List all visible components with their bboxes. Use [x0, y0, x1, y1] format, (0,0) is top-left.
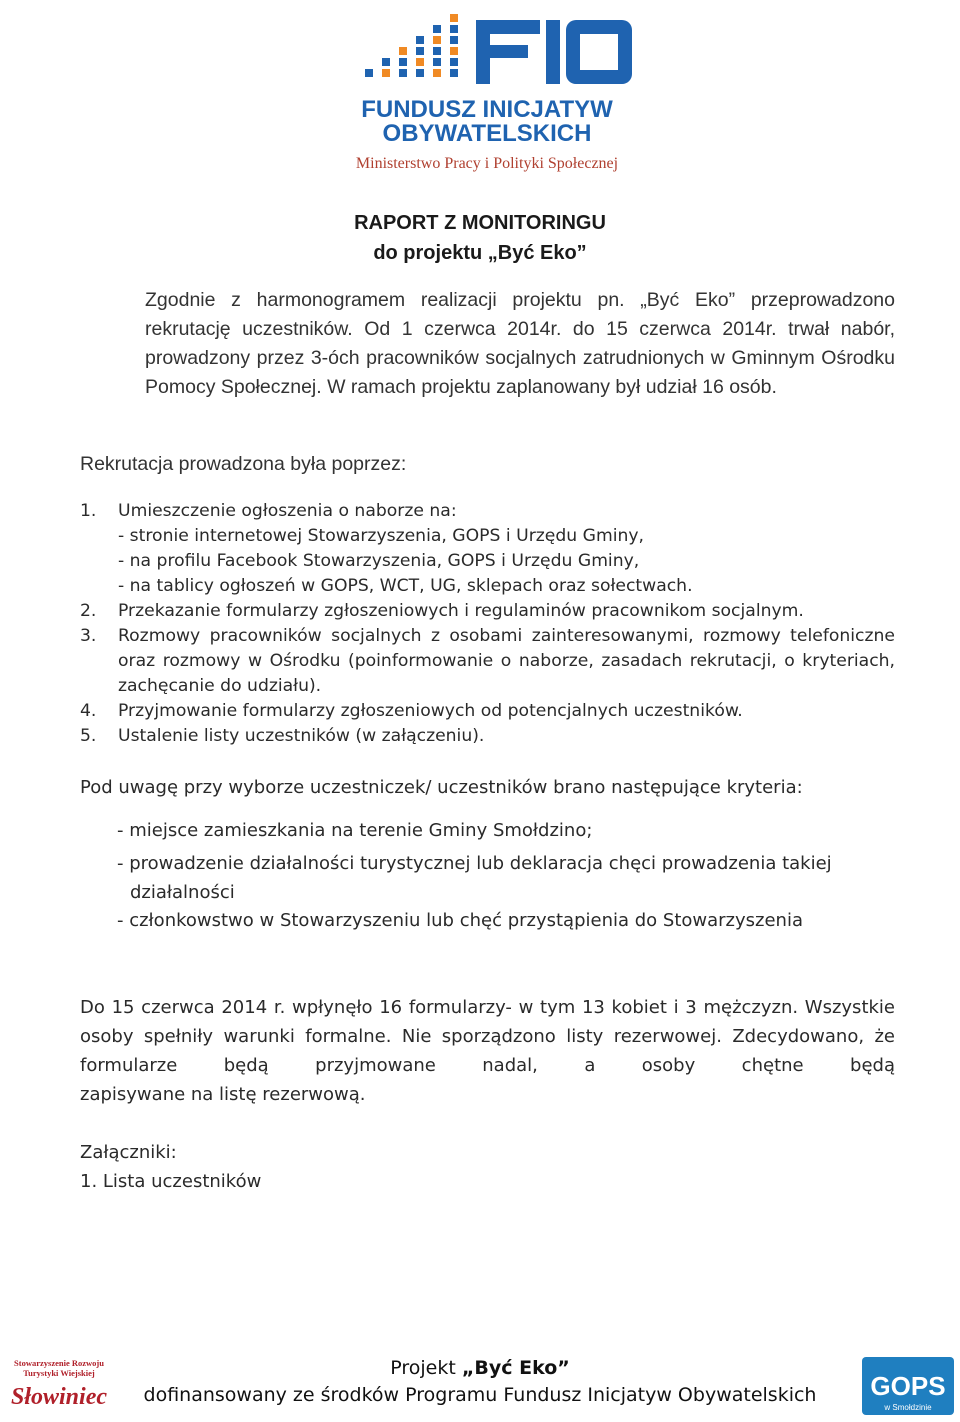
intro-text: Zgodnie z harmonogramem realizacji projektu pn. „Być Eko” przeprowadzono rekrutację uczestników. Od 1 czerwca 2014r. do 15 czerwca 2014r. trwał nabór, prowadzony przez 3-óch pracowników socjalnych zatrudnionych w Gminnym Ośrodku Pomocy Społecznej. W ramach projektu zaplanowany był udział 16 osób. [145, 289, 895, 398]
list-text: Umieszczenie ogłoszenia o naborze na: [118, 501, 457, 521]
list-number: 3. [80, 626, 97, 646]
logo-dot [399, 47, 407, 55]
list-item [80, 599, 895, 624]
svg-text:Słowiniec: Słowiniec [10, 1384, 108, 1410]
footer-project-prefix: Projekt [390, 1357, 462, 1379]
logo-dot [382, 69, 390, 77]
list-item [80, 699, 895, 724]
svg-text:GOPS: GOPS [870, 1371, 946, 1401]
logo-dot [433, 58, 441, 66]
logo-dot [450, 47, 458, 55]
logo-ministry: Ministerstwo Pracy i Polityki Społecznej [355, 155, 619, 172]
logo-dot [416, 47, 424, 55]
list-number: 1. [80, 501, 97, 521]
attachment-item: 1. Lista uczestników [80, 1171, 262, 1192]
logo-dot [433, 36, 441, 44]
footer-funding: dofinansowany ze środków Programu Fundusz Inicjatyw Obywatelskich [143, 1384, 817, 1406]
intro-paragraph [80, 286, 895, 402]
logo-dot [416, 58, 424, 66]
criterion-text: działalności [130, 882, 235, 903]
list-text: Przyjmowanie formularzy zgłoszeniowych od potencjalnych uczestników. [118, 701, 743, 721]
summary-text: Do 15 czerwca 2014 r. wpłynęło 16 formularzy- w tym 13 kobiet i 3 mężczyzn. Wszystkie osoby spełniły warunki formalne. Nie sporządzono listy rezerwowej. Zdecydowano, że formularze będą przyjmowane nadal, a osoby chętne będą [80, 997, 895, 1076]
logo-dot [416, 69, 424, 77]
summary-text-last: zapisywane na listę rezerwową. [80, 1084, 366, 1105]
logo-dot [450, 69, 458, 77]
list-number: 5. [80, 726, 97, 746]
svg-text:w Smołdzinie: w Smołdzinie [884, 1403, 932, 1412]
attachments-heading: Załączniki: [80, 1142, 177, 1163]
list-number: 2. [80, 601, 97, 621]
logo-dot [399, 69, 407, 77]
logo-dot [450, 14, 458, 22]
criteria-heading: Pod uwagę przy wyborze uczestniczek/ uczestników brano następujące kryteria: [80, 777, 803, 798]
recruitment-heading: Rekrutacja prowadzona była poprzez: [80, 453, 407, 475]
sub-item: - na profilu Facebook Stowarzyszenia, GOPS i Urzędu Gminy, [118, 551, 640, 571]
list-text: Przekazanie formularzy zgłoszeniowych i regulaminów pracownikom socjalnym. [118, 601, 804, 621]
recruitment-steps [80, 499, 895, 749]
footer-project-name: „Być Eko” [461, 1357, 570, 1379]
criterion-item: - członkowstwo w Stowarzyszeniu lub chęć przystąpienia do Stowarzyszenia [117, 910, 803, 931]
summary-paragraph [80, 993, 895, 1109]
criterion-item: - miejsce zamieszkania na terenie Gminy Smołdzino; [117, 820, 593, 841]
sub-item: - stronie internetowej Stowarzyszenia, GOPS i Urzędu Gminy, [118, 526, 644, 546]
report-subtitle: do projektu „Być Eko” [373, 242, 587, 264]
logo-line2: OBYWATELSKICH [382, 120, 592, 147]
logo-dot [450, 58, 458, 66]
fio-logo [340, 0, 640, 180]
logo-dot [450, 36, 458, 44]
attachments [80, 1138, 261, 1196]
list-text: Rozmowy pracowników socjalnych z osobami zainteresowanymi, rozmowy telefoniczne oraz rozmowy w Ośrodku (poinformowanie o naborze, zasadach rekrutacji, o kryteriach, zachęcanie do udziału). [118, 626, 895, 696]
logo-dot [399, 58, 407, 66]
gops-logo [862, 1357, 954, 1415]
list-item [80, 724, 895, 749]
logo-line1: FUNDUSZ INICJATYW [361, 96, 613, 123]
criterion-item [117, 849, 897, 907]
logo-dot [433, 47, 441, 55]
logo-dot [433, 69, 441, 77]
footer-project [0, 1357, 960, 1379]
criterion-text: - prowadzenie działalności turystycznej lub deklaracja chęci prowadzenia takiej [117, 853, 832, 874]
list-item [80, 499, 895, 524]
sub-item: - na tablicy ogłoszeń w GOPS, WCT, UG, sklepach oraz sołectwach. [118, 576, 693, 596]
logo-dot [450, 25, 458, 33]
dots-graphic [365, 14, 458, 77]
svg-text:Turystyki Wiejskiej: Turystyki Wiejskiej [23, 1368, 95, 1378]
logo-dot [382, 58, 390, 66]
logo-dot [416, 36, 424, 44]
list-item [80, 624, 895, 699]
logo-dot [365, 69, 373, 77]
svg-text:Stowarzyszenie Rozwoju: Stowarzyszenie Rozwoju [14, 1358, 104, 1368]
list-number: 4. [80, 701, 97, 721]
list-text: Ustalenie listy uczestników (w załączeniu). [118, 726, 485, 746]
report-title: RAPORT Z MONITORINGU [354, 212, 606, 234]
logo-dot [433, 25, 441, 33]
